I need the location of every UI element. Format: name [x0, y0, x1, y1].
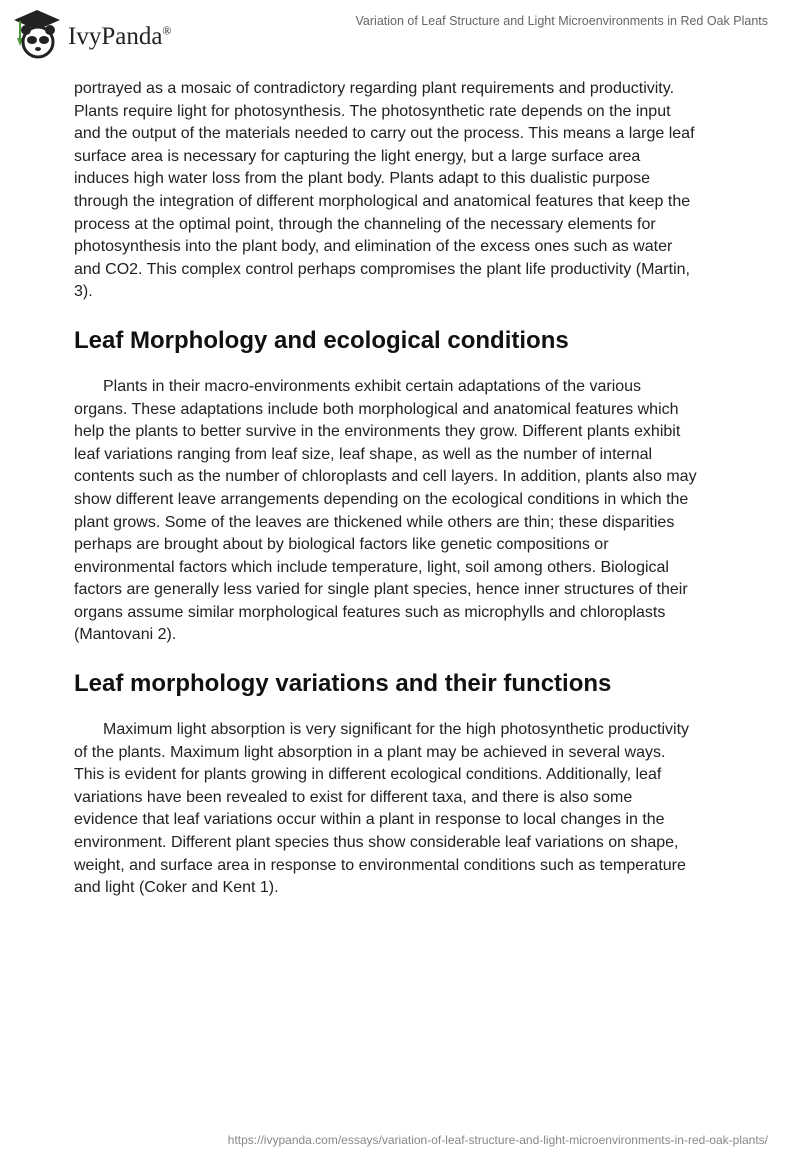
paragraph-line: surface area is necessary for capturing the light energy, but a large surface area — [74, 147, 641, 165]
paragraph — [74, 78, 734, 304]
paragraph-line: variations have been revealed to exist for different taxa, and there is also some — [74, 788, 633, 806]
paragraph-line: induces high water loss from the plant body. Plants adapt to this dualistic purpose — [74, 170, 651, 188]
paragraph-line: environmental factors which include temperature, light, soil among others. Biological — [74, 558, 669, 576]
paragraph-line: perhaps are brought about by biological factors like genetic compositions or — [74, 536, 609, 554]
ivypanda-logo[interactable] — [12, 8, 172, 60]
paragraph-line: and the output of the materials needed to carry out the process. This means a large leaf — [74, 125, 695, 143]
paragraph-line: Plants require light for photosynthesis. The photosynthetic rate depends on the input — [74, 102, 671, 120]
section-heading: Leaf morphology variations and their functions — [74, 670, 612, 698]
paragraph-line: contents such as the number of chloroplasts and cell layers. In addition, plants also may — [74, 468, 697, 486]
paragraph-line: plant grows. Some of the leaves are thickened while others are thin; these disparities — [74, 513, 675, 531]
paragraph — [74, 719, 734, 900]
paragraph-line: of the plants. Maximum light absorption in a plant may be achieved in several ways. — [74, 743, 666, 761]
logo-text: IvyPanda — [68, 23, 163, 50]
essay-body — [74, 78, 734, 900]
panda-graduate-icon — [12, 8, 62, 60]
paragraph-line: environment. Different plant species thus show considerable leaf variations on shape, — [74, 834, 679, 852]
paragraph-line: organs. These adaptations include both morphological and anatomical features which — [74, 400, 679, 418]
section-heading: Leaf Morphology and ecological conditions — [74, 326, 569, 354]
paragraph-line: This is evident for plants growing in different ecological conditions. Additionally, leaf — [74, 766, 662, 784]
paragraph-line: through the integration of different morphological and anatomical features that keep the — [74, 192, 691, 210]
paragraph-line: process at the optimal point, through the channeling of the necessary elements for — [74, 215, 656, 233]
paragraph — [74, 376, 734, 647]
paragraph-line: and light (Coker and Kent 1). — [74, 879, 279, 897]
paragraph-line: show different leave arrangements depending on the ecological conditions in which the — [74, 490, 689, 508]
registered-mark: ® — [162, 23, 172, 38]
paragraph-line: 3). — [74, 283, 93, 301]
paragraph-line: organs assume similar morphological features such as microphylls and chloroplasts — [74, 603, 666, 621]
paragraph-line: portrayed as a mosaic of contradictory regarding plant requirements and productivity. — [74, 80, 675, 97]
paragraph-line: Plants in their macro-environments exhibit certain adaptations of the various — [103, 377, 642, 395]
paragraph-line: weight, and surface area in response to environmental conditions such as temperature — [74, 856, 686, 874]
paragraph-line: help the plants to better survive in the environments they grow. Different plants exhibit — [74, 423, 681, 441]
paragraph-line: and CO2. This complex control perhaps compromises the plant life productivity (Martin, — [74, 260, 690, 278]
paragraph-line: leaf variations ranging from leaf size, leaf shape, as well as the number of internal — [74, 445, 653, 463]
document-title: Variation of Leaf Structure and Light Microenvironments in Red Oak Plants — [355, 14, 768, 28]
paragraph-line: photosynthesis into the plant body, and elimination of the excess ones such as water — [74, 238, 673, 256]
source-url[interactable]: https://ivypanda.com/essays/variation-of-leaf-structure-and-light-microenvironments-in-red-oak-plants/ — [227, 1133, 768, 1147]
paragraph-line: factors are generally less varied for single plant species, hence inner structures of their — [74, 581, 688, 599]
paragraph-line: (Mantovani 2). — [74, 626, 177, 644]
paragraph-line: Maximum light absorption is very significant for the high photosynthetic productivity — [103, 721, 690, 739]
paragraph-line: evidence that leaf variations occur within a plant in response to local changes in the — [74, 811, 665, 829]
